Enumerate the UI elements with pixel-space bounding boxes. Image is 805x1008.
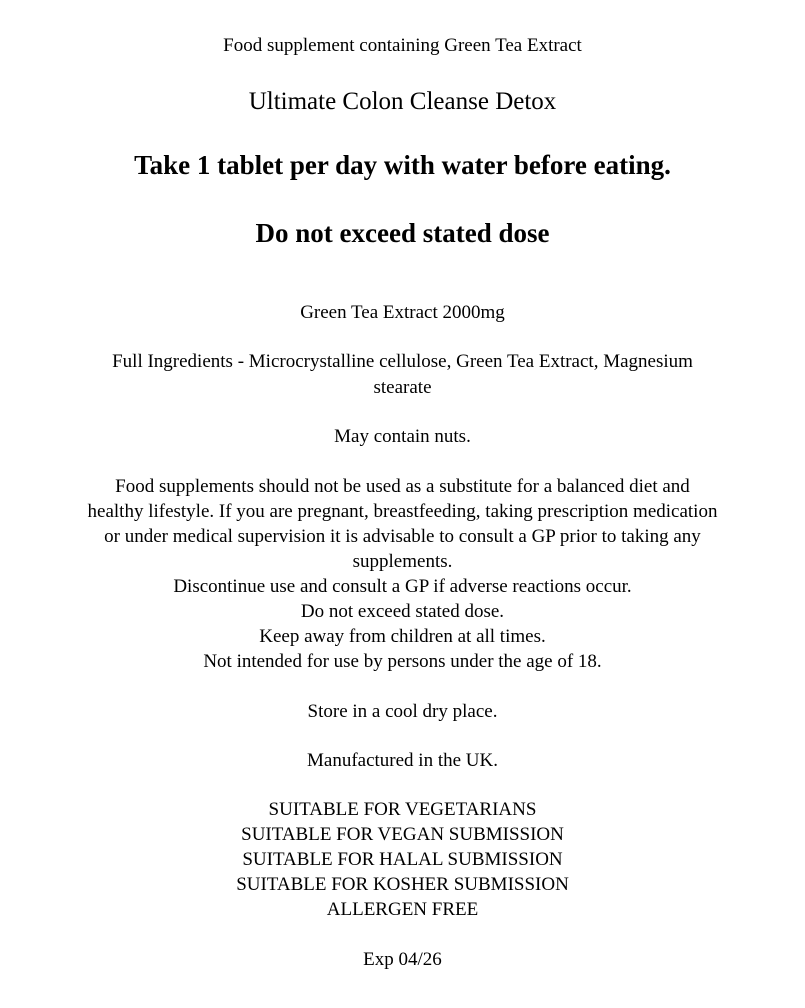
- advisory-line: Food supplements should not be used as a substitute for a balanced diet and: [115, 476, 690, 497]
- country-of-origin: Manufactured in the UK.: [307, 750, 498, 771]
- product-name: Ultimate Colon Cleanse Detox: [248, 88, 557, 115]
- suitability-line: SUITABLE FOR VEGAN SUBMISSION: [241, 824, 564, 845]
- ingredients-line-1: Full Ingredients - Microcrystalline cellulose, Green Tea Extract, Magnesium: [112, 351, 693, 372]
- suitability-line: SUITABLE FOR VEGETARIANS: [268, 799, 537, 820]
- suitability-line: SUITABLE FOR HALAL SUBMISSION: [242, 849, 563, 870]
- expiry-date: Exp 04/26: [363, 949, 442, 970]
- label-subtitle: Food supplement containing Green Tea Extract: [223, 35, 582, 56]
- dosage-instruction: Take 1 tablet per day with water before eating.: [134, 150, 671, 180]
- advisory-line: Keep away from children at all times.: [259, 626, 546, 647]
- advisory-line: supplements.: [352, 551, 453, 572]
- active-ingredient: Green Tea Extract 2000mg: [300, 302, 505, 323]
- storage-instruction: Store in a cool dry place.: [307, 701, 498, 722]
- ingredients-line-2: stearate: [373, 377, 432, 398]
- advisory-line: Not intended for use by persons under the age of 18.: [203, 651, 602, 672]
- advisory-line: Do not exceed stated dose.: [300, 601, 505, 622]
- allergy-note: May contain nuts.: [334, 426, 471, 447]
- advisory-line: healthy lifestyle. If you are pregnant, breastfeeding, taking prescription medication: [87, 501, 718, 522]
- suitability-line: SUITABLE FOR KOSHER SUBMISSION: [236, 874, 569, 895]
- dose-warning-heading: Do not exceed stated dose: [255, 218, 550, 248]
- suitability-line: ALLERGEN FREE: [326, 899, 479, 920]
- advisory-line: or under medical supervision it is advisable to consult a GP prior to taking any: [104, 526, 701, 547]
- advisory-line: Discontinue use and consult a GP if adverse reactions occur.: [173, 576, 632, 597]
